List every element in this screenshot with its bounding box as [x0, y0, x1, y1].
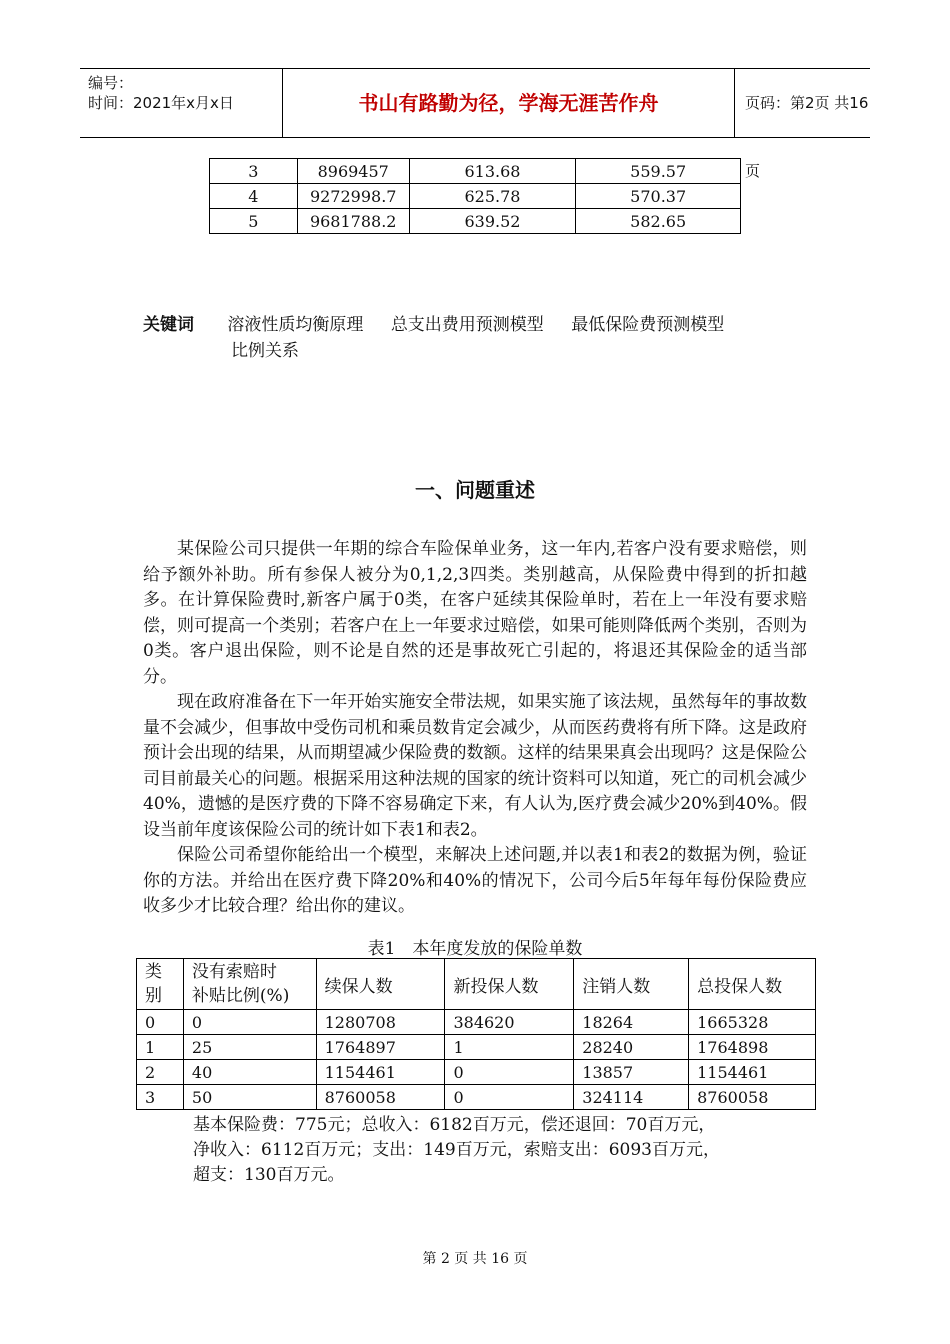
table-cell: 28240	[574, 1035, 689, 1060]
keyword-item: 最低保险费预测模型	[571, 315, 725, 335]
table-cell: 0	[137, 1010, 184, 1035]
table-cell: 18264	[574, 1010, 689, 1035]
table-cell: 625.78	[409, 184, 576, 209]
table-cell: 324114	[574, 1085, 689, 1110]
keywords-block	[143, 312, 823, 364]
table-cell: 570.37	[576, 184, 741, 209]
summary-line: 超支：130百万元。	[193, 1165, 345, 1185]
header-meta	[80, 69, 282, 137]
header-cell-renewals: 续保人数	[316, 959, 445, 1010]
table-cell: 3	[137, 1085, 184, 1110]
document-time-label: 时间：2021年x月x日	[88, 94, 234, 112]
header-page-info: 页码：第2页 共16页	[745, 94, 869, 180]
financial-summary	[193, 1113, 720, 1188]
header-cell-cancelled: 注销人数	[574, 959, 689, 1010]
table-cell: 8969457	[297, 159, 409, 184]
table-cell: 1665328	[689, 1010, 816, 1035]
paragraph: 某保险公司只提供一年期的综合车险保单业务，这一年内,若客户没有要求赔偿，则给予额外补助。所有参保人被分为0,1,2,3四类。类别越高，从保险费中得到的折扣越多。在计算保险费时,新客户属于0类，在客户延续其保险单时，若在上一年没有要求赔偿，则可提高一个类别；若客户在上一年要求过赔偿，如果可能则降低两个类别，否则为0类。客户退出保险，则不论是自然的还是事故死亡引起的，将退还其保险金的适当部分。	[143, 539, 807, 687]
table-cell: 582.65	[576, 209, 741, 234]
table-cell: 1	[445, 1035, 574, 1060]
table-cell: 13857	[574, 1060, 689, 1085]
keywords-label: 关键词	[143, 315, 194, 335]
table-cell: 40	[183, 1060, 316, 1085]
table-row	[137, 1010, 816, 1035]
table-row	[137, 1060, 816, 1085]
table-row	[210, 184, 741, 209]
header-cell-subsidy	[183, 959, 316, 1010]
table-cell: 9272998.7	[297, 184, 409, 209]
page-footer: 第 2 页 共 16 页	[422, 1251, 528, 1267]
table-cell: 0	[445, 1060, 574, 1085]
table-cell: 613.68	[409, 159, 576, 184]
table-cell: 2	[137, 1060, 184, 1085]
header-cell-total: 总投保人数	[689, 959, 816, 1010]
section-title: 一、问题重述	[415, 478, 535, 502]
keyword-item: 总支出费用预测模型	[390, 315, 544, 335]
table-cell: 25	[183, 1035, 316, 1060]
table-row	[137, 1035, 816, 1060]
header-motto: 书山有路勤为径，学海无涯苦作舟	[282, 69, 735, 137]
table-row	[210, 209, 741, 234]
summary-line: 净收入：6112百万元；支出：149百万元，索赔支出：6093百万元，	[193, 1140, 720, 1160]
table-cell: 384620	[445, 1010, 574, 1035]
header-text: 没有索赔时	[191, 962, 277, 982]
table-cell: 1154461	[689, 1060, 816, 1085]
summary-line: 基本保险费：775元；总收入：6182百万元，偿还退回：70百万元，	[193, 1115, 716, 1135]
table-cell: 5	[210, 209, 298, 234]
table-cell: 1764897	[316, 1035, 445, 1060]
paragraph: 现在政府准备在下一年开始实施安全带法规，如果实施了该法规，虽然每年的事故数量不会减少，但事故中受伤司机和乘员数肯定会减少，从而医药费将有所下降。这是政府预计会出现的结果，从而期望减少保险费的数额。这样的结果果真会出现吗？这是保险公司目前最关心的问题。根据采用这种法规的国家的统计资料可以知道，死亡的司机会减少40%，遗憾的是医疗费的下降不容易确定下来，有人认为,医疗费会减少20%到40%。假设当前年度该保险公司的统计如下表1和表2。	[143, 692, 807, 840]
header-cell-new: 新投保人数	[445, 959, 574, 1010]
table-cell: 1	[137, 1035, 184, 1060]
table-cell: 1154461	[316, 1060, 445, 1085]
table-cell: 50	[183, 1085, 316, 1110]
table-cell: 1280708	[316, 1010, 445, 1035]
table-header-row	[137, 959, 816, 1010]
table-cell: 1764898	[689, 1035, 816, 1060]
keyword-item: 比例关系	[231, 341, 299, 361]
header-text: 补贴比例(%)	[191, 986, 290, 1006]
table-cell: 3	[210, 159, 298, 184]
top-data-table	[209, 158, 741, 234]
header-text: 别	[145, 986, 162, 1006]
table-cell: 559.57	[576, 159, 741, 184]
table-cell: 4	[210, 184, 298, 209]
header-text: 类	[145, 962, 162, 982]
keyword-item: 溶液性质均衡原理	[227, 315, 364, 335]
table-cell: 0	[445, 1085, 574, 1110]
table-cell: 0	[183, 1010, 316, 1035]
table-cell: 8760058	[689, 1085, 816, 1110]
table-cell: 9681788.2	[297, 209, 409, 234]
policy-table	[136, 958, 816, 1110]
table-cell: 639.52	[409, 209, 576, 234]
header-cell-category	[137, 959, 184, 1010]
table-cell: 8760058	[316, 1085, 445, 1110]
body-text	[143, 537, 807, 920]
document-number-label: 编号：	[88, 74, 134, 92]
table-row	[210, 159, 741, 184]
table-row	[137, 1085, 816, 1110]
paragraph: 保险公司希望你能给出一个模型，来解决上述问题,并以表1和表2的数据为例，验证你的方法。并给出在医疗费下降20%和40%的情况下，公司今后5年每年每份保险费应收多少才比较合理？给出你的建议。	[143, 845, 807, 916]
table-caption: 表1 本年度发放的保险单数	[367, 939, 583, 959]
